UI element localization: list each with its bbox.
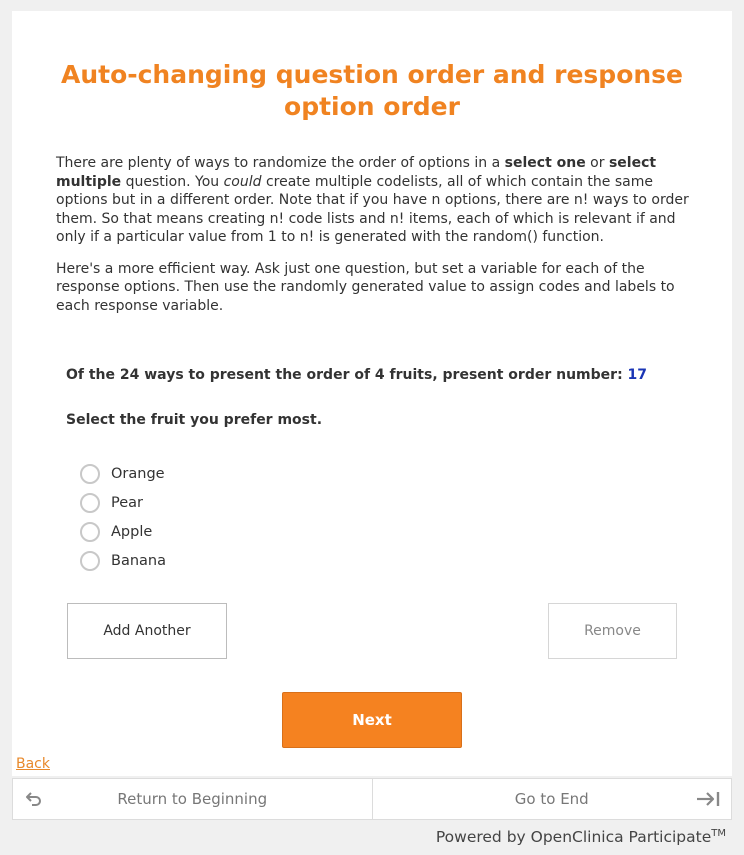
option-apple[interactable] [80,517,166,546]
radio-button[interactable] [80,551,100,571]
option-banana[interactable] [80,546,166,575]
radio-button[interactable] [80,493,100,513]
back-link[interactable]: Back [16,756,50,772]
trademark-mark: TM [711,828,726,839]
form-title: Auto-changing question order and response option order [60,60,684,121]
radio-button[interactable] [80,464,100,484]
undo-arrow-icon [25,790,43,812]
order-number-label: Of the 24 ways to present the order of 4 fruits, present order number: [66,367,623,383]
return-to-beginning-button[interactable] [13,779,372,819]
order-number-value: 17 [627,367,648,383]
order-number-question [66,367,647,383]
intro-paragraph-2: Here's a more efficient way. Ask just one question, but set a variable for each of the response options. Then use the randomly generated value to assign codes and labels to each response variable. [56,260,675,314]
form-card [12,11,732,776]
return-to-beginning-label: Return to Beginning [117,790,268,808]
radio-button[interactable] [80,522,100,542]
option-orange[interactable] [80,459,166,488]
arrow-to-end-icon [695,790,721,812]
intro-text [56,154,696,328]
go-to-end-button[interactable] [372,779,732,819]
navigation-bar [12,778,732,820]
option-label: Pear [111,494,143,511]
option-label: Apple [111,523,153,540]
intro-paragraph-1: There are plenty of ways to randomize the order of options in a select one or select multiple question. You could create multiple codelists, all of which contain the same options but in a different order. Note that if you have n options, there are n! ways to order them. So that means creating n! code lists and n! items, each of which is relevant if and only if a particular value from 1 to n! is generated with the random() function. [56,155,689,245]
remove-button[interactable]: Remove [548,603,677,659]
powered-by-text: Powered by OpenClinica Participate™ [435,828,726,847]
option-label: Orange [111,465,165,482]
option-label: Banana [111,552,166,569]
fruit-question-prompt: Select the fruit you prefer most. [66,412,323,428]
go-to-end-label: Go to End [514,790,589,808]
add-another-button[interactable]: Add Another [67,603,227,659]
option-pear[interactable] [80,488,166,517]
next-button[interactable]: Next [282,692,462,748]
fruit-options [80,459,166,575]
